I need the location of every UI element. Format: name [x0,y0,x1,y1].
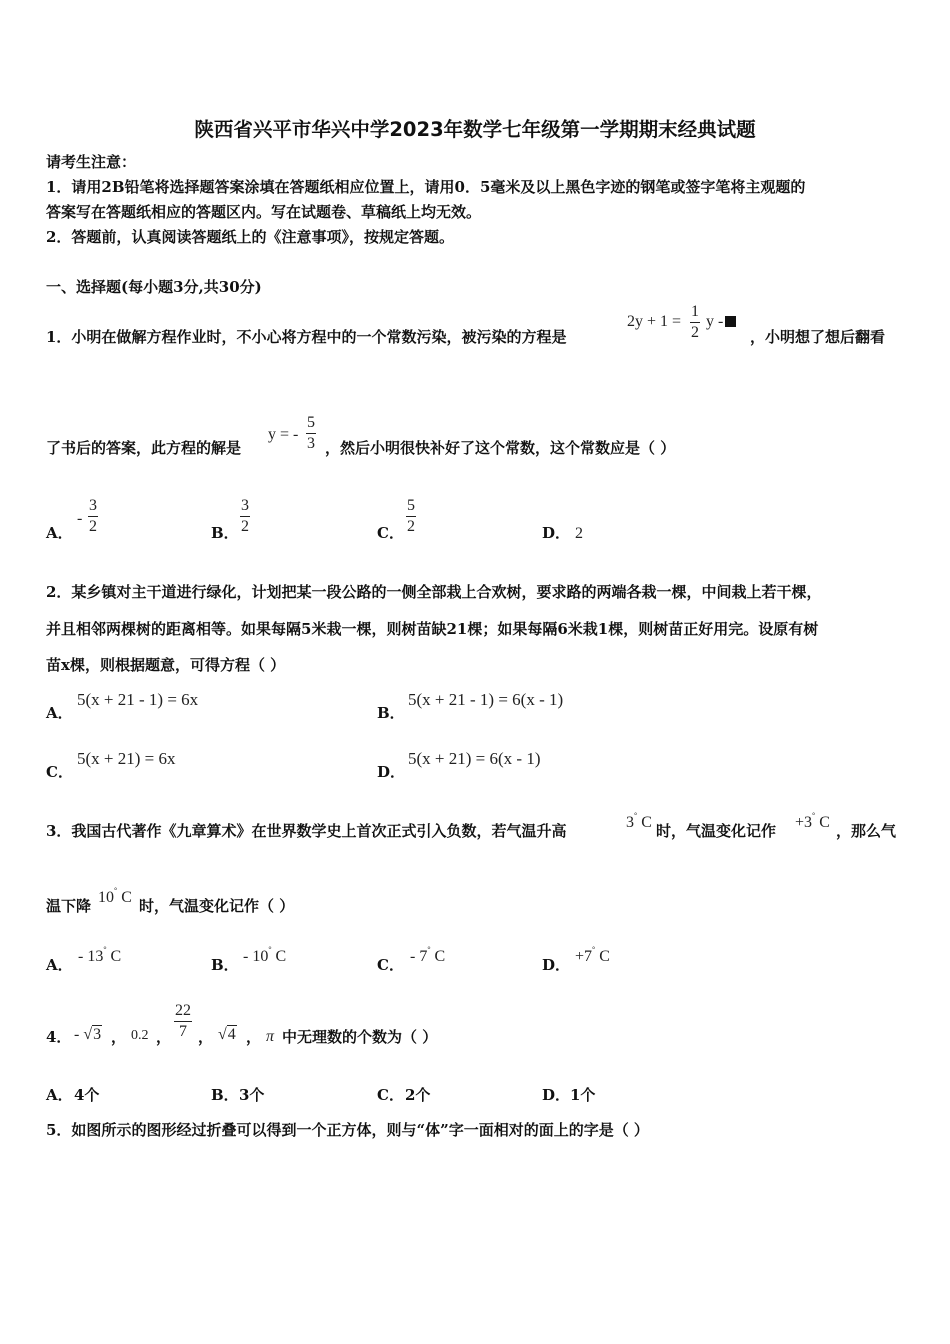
q2-option-d-label[interactable]: D． [377,763,406,781]
q4-neg-sqrt3: - √3 [74,1026,102,1043]
q1-text-1: 1．小明在做解方程作业时，不小心将方程中的一个常数污染，被污染的方程是 [46,328,567,346]
q1-option-d-value: 2 [575,525,583,542]
notice-line-1a: 1．请用2B铅笔将选择题答案涂填在答题纸相应位置上，请用0．5毫米及以上黑色字迹的钢笔或签字笔将主观题的 [46,178,806,196]
q4-sqrt4: √4 [218,1026,236,1043]
q4-number: 4． [46,1028,72,1046]
q4-option-d-label[interactable]: D． [542,1086,571,1104]
q4-pi: π [266,1028,275,1045]
q1-solution-left: y = - [268,426,299,443]
q4-option-a-value: 4个 [74,1086,100,1104]
q1-option-b-label[interactable]: B． [211,524,239,542]
q3-text-4: 温下降 [46,897,92,915]
q4-text: 中无理数的个数为（ ） [282,1028,438,1046]
q3-option-a-value: - 13° C [78,945,122,965]
q4-sep-4: ， [246,1028,262,1046]
q1-solution-fraction: 5 3 [307,414,315,452]
section-heading: 一、选择题(每小题3分,共30分) [46,278,262,296]
q1-equation-right: y - [706,313,736,331]
q1-option-a-sign: - [77,510,83,527]
q1-text-4: ，然后小明很快补好了这个常数，这个常数应是（ ） [325,439,676,457]
q3-option-b-value: - 10° C [243,945,287,965]
q2-option-b-expr: 5(x + 21 - 1) = 6(x - 1) [408,690,564,709]
q1-equation-left: 2y + 1 = [627,313,682,330]
q4-option-a-label[interactable]: A． [46,1086,73,1104]
q1-option-d-label[interactable]: D． [542,524,571,542]
q1-equation-fraction: 1 2 [691,303,699,341]
stain-mark [725,316,736,327]
q4-option-b-label[interactable]: B． [211,1086,239,1104]
q3-temp-rise: 3° C [626,811,652,831]
q1-option-a-label[interactable]: A． [46,524,73,542]
q1-text-3: 了书后的答案，此方程的解是 [46,439,242,457]
q4-sep-2: ， [156,1028,172,1046]
page-title: 陕西省兴平市华兴中学2023年数学七年级第一学期期末经典试题 [194,118,756,141]
q4-fraction: 22 7 [175,1002,191,1040]
q1-option-c-label[interactable]: C． [377,524,404,542]
notice-line-1b: 答案写在答题纸相应的答题区内。写在试题卷、草稿纸上均无效。 [46,203,482,221]
q3-option-c-label[interactable]: C． [377,956,404,974]
q1-text-2: ，小明想了想后翻看 [750,328,886,346]
q4-sep-3: ， [198,1028,214,1046]
q3-option-d-value: +7° C [575,945,610,965]
q4-option-b-value: 3个 [239,1086,265,1104]
q4-option-c-value: 2个 [405,1086,431,1104]
q4-sep-1: ， [111,1028,127,1046]
q3-option-b-label[interactable]: B． [211,956,239,974]
q2-option-a-label[interactable]: A． [46,704,73,722]
q2-option-c-label[interactable]: C． [46,763,73,781]
q1-option-c-fraction: 5 2 [407,497,415,535]
q3-option-a-label[interactable]: A． [46,956,73,974]
q2-text-3: 苗x棵，则根据题意，可得方程（ ） [46,656,286,674]
notice-line-2: 2．答题前，认真阅读答题纸上的《注意事项》，按规定答题。 [46,228,454,246]
q5-text: 5．如图所示的图形经过折叠可以得到一个正方体，则与“体”字一面相对的面上的字是（ ） [46,1121,649,1139]
q2-text-1: 2．某乡镇对主干道进行绿化，计划把某一段公路的一侧全部栽上合欢树，要求路的两端各栽一棵，中间栽上若干棵， [46,583,822,601]
q3-temp-record: +3° C [795,811,830,831]
q3-text-5: 时，气温变化记作（ ） [139,897,295,915]
q3-text-2: 时，气温变化记作 [656,822,777,840]
q2-option-a-expr: 5(x + 21 - 1) = 6x [77,690,199,709]
q3-text-1: 3．我国古代著作《九章算术》在世界数学史上首次正式引入负数，若气温升高 [46,822,567,840]
q2-option-c-expr: 5(x + 21) = 6x [77,749,176,768]
q3-option-c-value: - 7° C [410,945,446,965]
q1-option-a-fraction: 3 2 [89,497,97,535]
q3-text-3: ，那么气 [836,822,897,840]
q3-option-d-label[interactable]: D． [542,956,571,974]
q2-option-d-expr: 5(x + 21) = 6(x - 1) [408,749,541,768]
q4-option-c-label[interactable]: C． [377,1086,404,1104]
q1-option-b-fraction: 3 2 [241,497,249,535]
q2-option-b-label[interactable]: B． [377,704,405,722]
q4-decimal: 0.2 [131,1028,149,1043]
notice-heading: 请考生注意： [46,153,137,171]
q2-text-2: 并且相邻两棵树的距离相等。如果每隔5米栽一棵，则树苗缺21棵；如果每隔6米栽1棵，则树苗正好用完。设原有树 [46,620,819,638]
q4-option-d-value: 1个 [570,1086,596,1104]
q3-temp-fall: 10° C [98,886,132,906]
